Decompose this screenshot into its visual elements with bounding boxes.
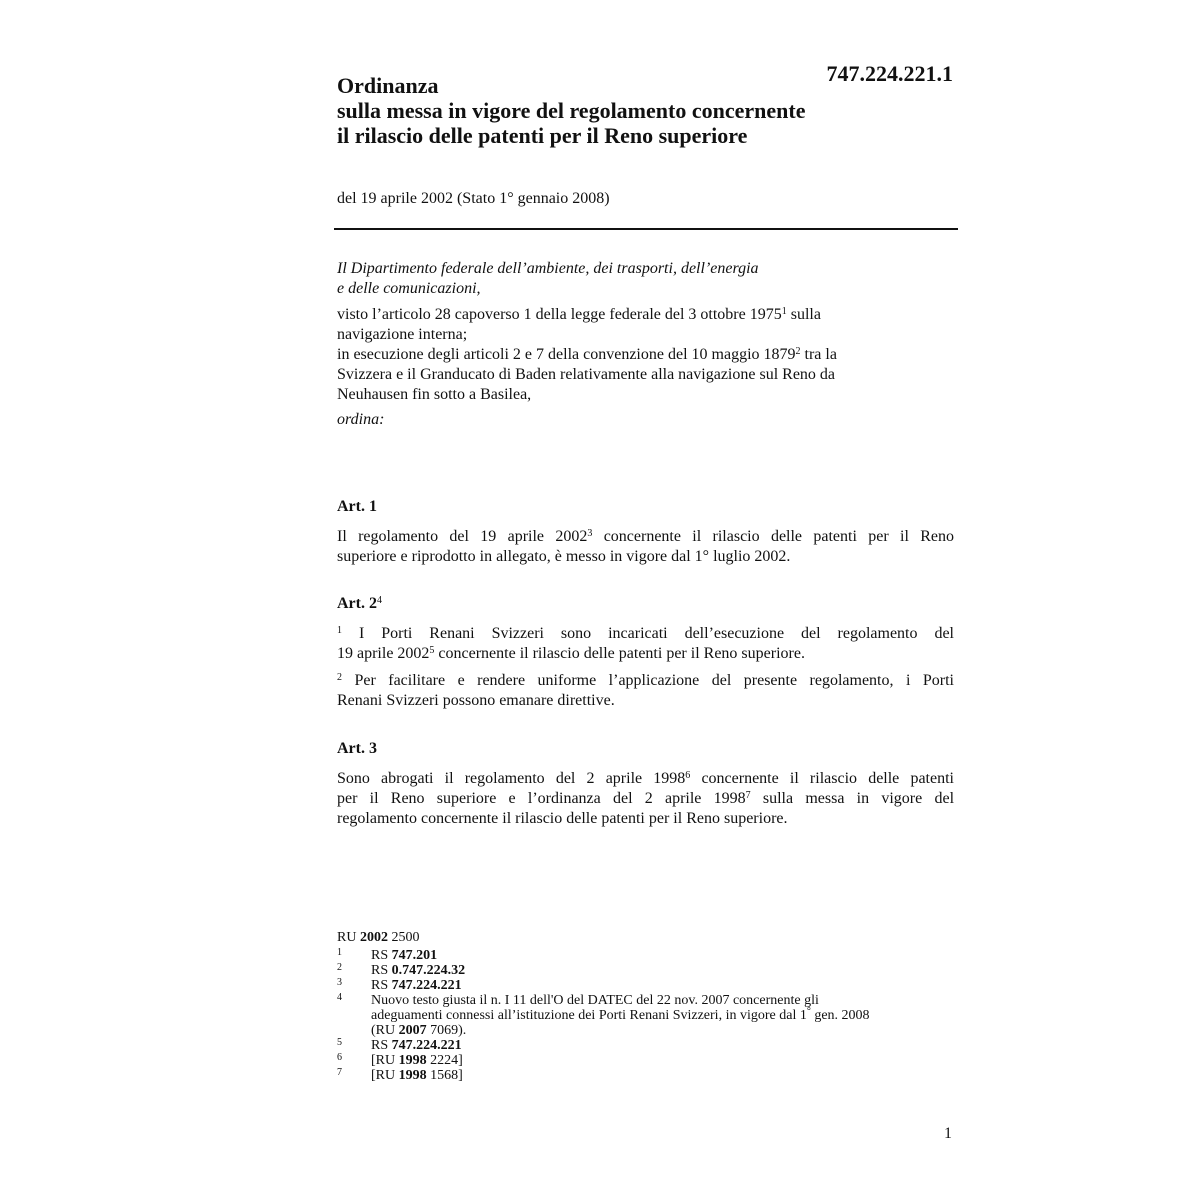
footnote-item: 4 Nuovo testo giusta il n. I 11 dell'O del DATEC del 22 nov. 2007 concernente gli adeguamenti connessi all’istituzione dei Porti Renani Svizzeri, in vigore dal 1° gen. 2008 (RU 2007 7069). (337, 992, 870, 1038)
article-paragraph: Sono abrogati il regolamento del 2 aprile 1998$^6$ concernente il rilascio delle patenti per il Reno superiore e l’ordinanza del 2 aprile 1998$^7$ sulla messa in vigore del regolamento concernente il rilascio delle patenti per il Reno superiore. (337, 770, 955, 827)
title-line: il rilascio delle patenti per il Reno superiore (337, 123, 748, 148)
article-title: Art. $2^4$ (337, 595, 382, 612)
footnote-ref[interactable]: 3 (587, 528, 593, 539)
preamble-visto: visto l’articolo 28 capoverso 1 della legge federale del 3 ottobre 1975$^1$ sulla (337, 306, 821, 323)
title-line: sulla messa in vigore del regolamento concernente (337, 98, 806, 123)
preamble: Il Dipartimento federale dell’ambiente, dei trasporti, dell’energia e delle comunicazioni, visto l’articolo 28 capoverso 1 della legge federale del 3 ottobre 1975$^1$ sulla navigazione interna; in esecuzione degli articoli 2 e 7 della convenzione del 10 maggio 1879$^2$ tra la Svizzera e il Granducato di Baden relativamente alla navigazione sul Reno da Neuhausen fin sotto a Basilea, ordina: (337, 259, 957, 430)
article-title: Art. 3 (337, 740, 377, 757)
footnote-ru: RU 2002 2500 (337, 930, 420, 945)
paragraph-number: 1 (337, 625, 342, 636)
article-3 (337, 739, 954, 836)
footnote-ref[interactable]: 1 (781, 306, 787, 317)
footnote-ref[interactable]: 2 (795, 346, 801, 357)
footnote-ref[interactable]: 5 (429, 645, 435, 656)
footnotes (337, 930, 957, 1083)
header-divider (334, 228, 958, 230)
footnote-ref[interactable]: 4 (376, 595, 382, 606)
document-number: 747.224.221.1 (826, 61, 953, 86)
article-paragraph: $^2$ Per facilitare e rendere uniforme l’applicazione del presente regolamento, i Porti Renani Svizzeri possono emanare direttive. (337, 672, 954, 709)
preamble-esecuzione: in esecuzione degli articoli 2 e 7 della convenzione del 10 maggio 1879$^2$ tra la (337, 346, 837, 363)
document-title (337, 73, 937, 148)
footnote-ref[interactable]: 6 (685, 770, 691, 781)
footnote-item: 5 RS 747.224.221 (337, 1037, 462, 1053)
footnote-ref[interactable]: 7 (745, 790, 751, 801)
title-line: Ordinanza (337, 73, 439, 98)
article-2 (337, 594, 954, 718)
preamble-ordina: ordina: (337, 411, 385, 428)
footnote-item: 7 [RU 1998 1568] (337, 1067, 463, 1083)
footnote-item: 3 RS 747.224.221 (337, 977, 462, 993)
page-number: 1 (944, 1125, 952, 1142)
article-paragraph: Il regolamento del 19 aprile 2002$^3$ concernente il rilascio delle patenti per il Reno superiore e riprodotto in allegato, è messo in vigore dal 1° luglio 2002. (337, 528, 954, 565)
article-1 (337, 497, 954, 574)
footnote-item: 6 [RU 1998 2224] (337, 1052, 463, 1068)
preamble-authority: Il Dipartimento federale dell’ambiente, dei trasporti, dell’energia e delle comunicazioni, (337, 260, 759, 297)
footnote-item: 2 RS 0.747.224.32 (337, 962, 466, 978)
document-date: del 19 aprile 2002 (Stato 1° gennaio 2008) (337, 190, 610, 207)
footnote-item: 1 RS 747.201 (337, 947, 438, 963)
article-title: Art. 1 (337, 498, 377, 515)
article-paragraph: $^1$ I Porti Renani Svizzeri sono incaricati dell’esecuzione del regolamento del 19 aprile 2002$^5$ concernente il rilascio delle patenti per il Reno superiore. (337, 625, 954, 662)
paragraph-number: 2 (337, 672, 342, 683)
